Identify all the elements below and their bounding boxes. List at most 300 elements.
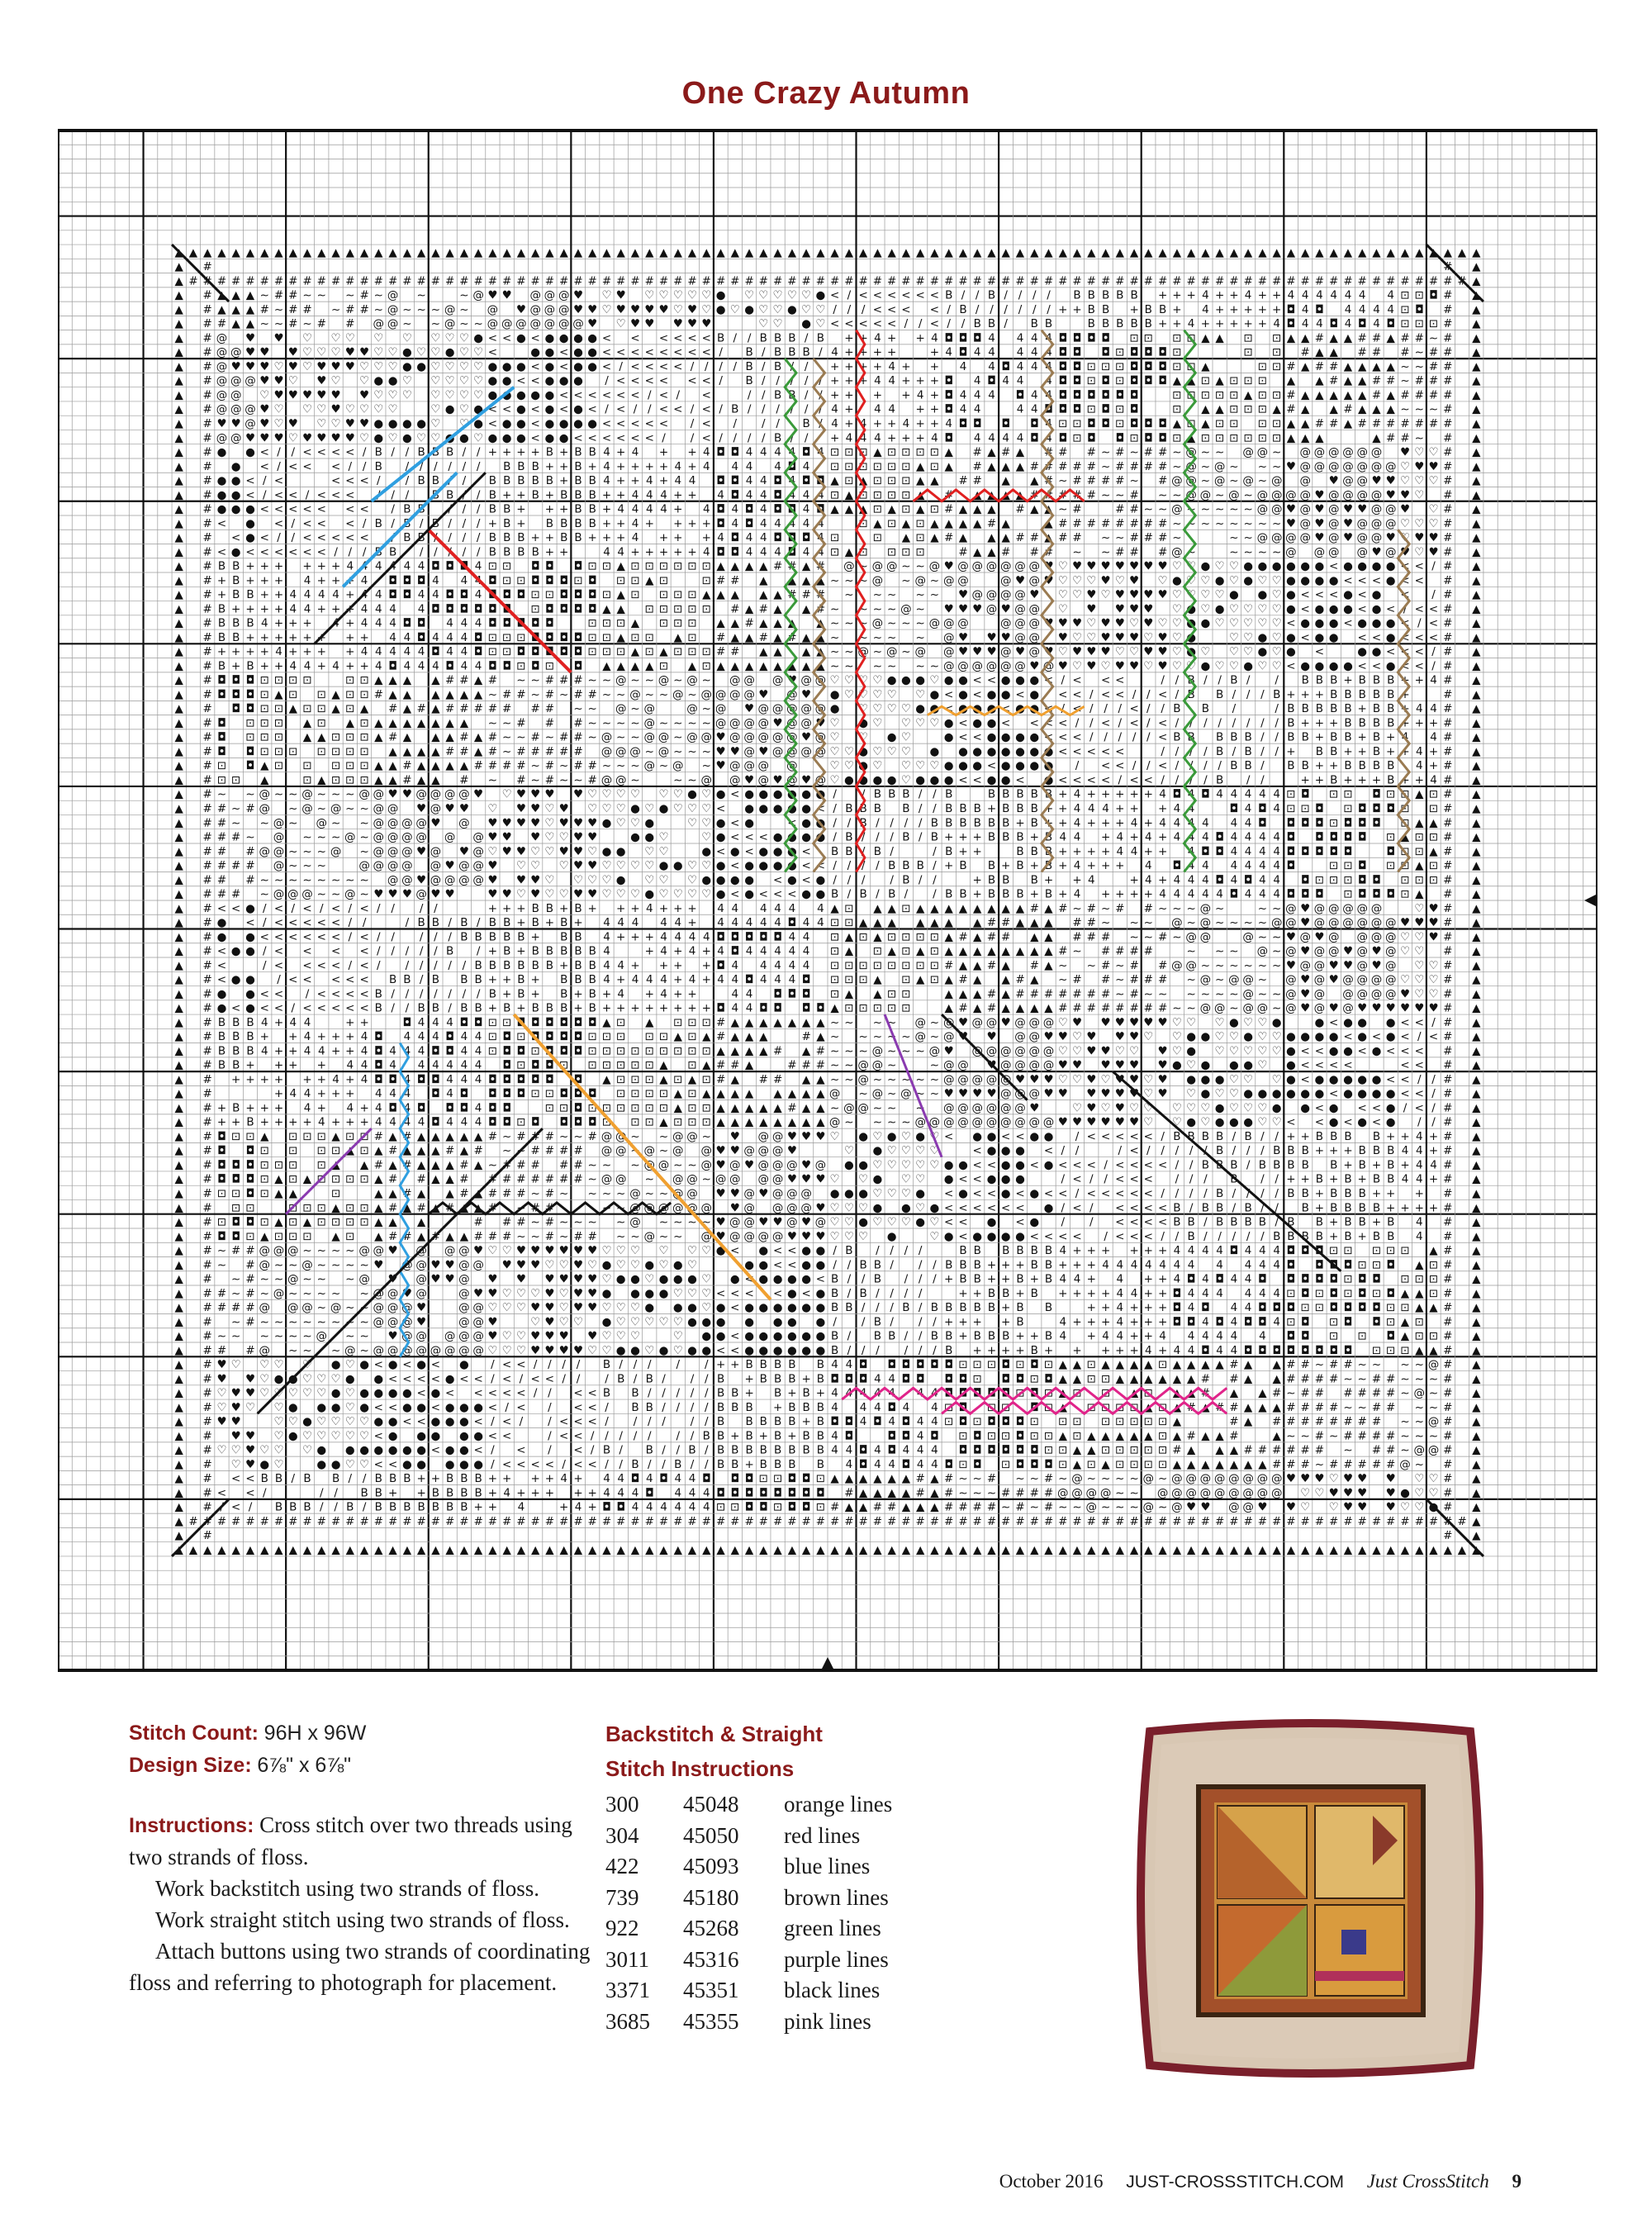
- stitch-symbol: #: [1443, 674, 1452, 687]
- stitch-symbol: ~: [1229, 503, 1238, 516]
- stitch-symbol: #: [573, 716, 582, 729]
- stitch-symbol: ♥: [1086, 1044, 1096, 1057]
- stitch-symbol: ▲: [645, 1016, 654, 1029]
- stitch-symbol: B: [1359, 716, 1366, 729]
- stitch-symbol: ♡: [901, 716, 911, 729]
- stitch-symbol: ♥: [801, 731, 811, 744]
- stitch-symbol: 4: [1045, 374, 1052, 387]
- stitch-symbol: B: [503, 517, 510, 530]
- stitch-symbol: #: [716, 1016, 725, 1029]
- stitch-symbol: /: [406, 916, 410, 929]
- stitch-symbol: B: [546, 945, 553, 958]
- stitch-symbol: +: [659, 531, 668, 544]
- stitch-symbol: ▲: [830, 246, 839, 259]
- stitch-symbol: +: [274, 631, 283, 644]
- stitch-symbol: ♡: [929, 716, 939, 729]
- stitch-symbol: +: [260, 1101, 269, 1114]
- stitch-symbol: ▲: [431, 688, 440, 701]
- stitch-symbol: ~: [559, 774, 568, 787]
- stitch-symbol: ◘: [517, 1044, 526, 1057]
- stitch-symbol: 4: [732, 916, 739, 929]
- stitch-symbol: B: [1187, 1130, 1194, 1143]
- stitch-symbol: ♡: [587, 873, 597, 886]
- stitch-symbol: @: [1014, 617, 1026, 630]
- stitch-symbol: ●: [758, 788, 768, 801]
- stitch-symbol: #: [716, 574, 725, 587]
- stitch-symbol: 4: [603, 474, 610, 487]
- stitch-symbol: ♥: [1058, 659, 1068, 672]
- stitch-symbol: ~: [231, 802, 240, 815]
- stitch-symbol: <: [1301, 588, 1310, 601]
- stitch-symbol: #: [759, 274, 768, 287]
- stitch-symbol: ♥: [359, 417, 369, 430]
- stitch-symbol: ◘: [431, 1087, 440, 1100]
- stitch-symbol: ●: [1343, 1073, 1353, 1086]
- stitch-symbol: #: [1286, 403, 1295, 416]
- stitch-symbol: 4: [732, 503, 739, 516]
- stitch-symbol: @: [601, 1130, 613, 1143]
- stitch-symbol: B: [1330, 745, 1337, 758]
- stitch-symbol: @: [1328, 488, 1340, 501]
- stitch-symbol: ♡: [858, 688, 868, 701]
- stitch-symbol: ◘: [531, 1073, 540, 1086]
- stitch-symbol: #: [488, 1130, 497, 1143]
- stitch-symbol: #: [203, 488, 212, 501]
- stitch-symbol: ♡: [345, 331, 355, 344]
- stitch-symbol: @: [430, 788, 442, 801]
- stitch-symbol: ▲: [816, 1087, 825, 1100]
- stitch-symbol: ~: [1215, 945, 1224, 958]
- stitch-symbol: <: [1429, 602, 1438, 615]
- stitch-symbol: ▲: [873, 973, 882, 986]
- stitch-symbol: ⊡: [702, 659, 711, 672]
- stitch-symbol: 4: [732, 460, 739, 473]
- stitch-symbol: <: [730, 831, 739, 844]
- stitch-symbol: B: [1173, 702, 1180, 715]
- stitch-symbol: +: [830, 389, 839, 402]
- stitch-symbol: ●: [573, 403, 583, 416]
- stitch-symbol: B: [532, 488, 539, 501]
- stitch-symbol: #: [473, 1144, 482, 1157]
- stitch-symbol: ◘: [559, 1030, 568, 1043]
- stitch-symbol: ▲: [1344, 331, 1353, 344]
- stitch-symbol: B: [1187, 674, 1194, 687]
- stitch-symbol: ⊡: [345, 731, 354, 744]
- stitch-symbol: +: [873, 346, 882, 359]
- stitch-symbol: #: [1144, 517, 1153, 530]
- stitch-symbol: 4: [1416, 702, 1423, 715]
- stitch-symbol: +: [516, 503, 525, 516]
- stitch-symbol: #: [203, 845, 212, 858]
- stitch-symbol: ◘: [217, 674, 226, 687]
- stitch-symbol: +: [1144, 816, 1153, 829]
- stitch-symbol: ◘: [388, 1101, 397, 1114]
- stitch-symbol: 4: [1145, 873, 1152, 886]
- stitch-symbol: +: [1429, 745, 1438, 758]
- stitch-symbol: ◘: [574, 1101, 583, 1114]
- stitch-symbol: B: [232, 1016, 240, 1029]
- stitch-symbol: ⊡: [345, 774, 354, 787]
- stitch-symbol: 4: [931, 431, 938, 444]
- stitch-symbol: ⊡: [1343, 873, 1352, 886]
- stitch-symbol: ●: [545, 431, 555, 444]
- stitch-symbol: B: [902, 831, 909, 844]
- stitch-symbol: ●: [744, 873, 754, 886]
- stitch-symbol: ◘: [788, 916, 797, 929]
- stitch-symbol: ~: [1229, 531, 1238, 544]
- stitch-symbol: ◘: [1258, 816, 1267, 829]
- stitch-symbol: /: [1275, 745, 1279, 758]
- stitch-symbol: /: [477, 916, 481, 929]
- stitch-symbol: ⊡: [274, 674, 283, 687]
- stitch-symbol: @: [1271, 531, 1283, 544]
- stitch-symbol: ▲: [973, 1002, 982, 1015]
- stitch-symbol: ●: [744, 888, 754, 901]
- stitch-symbol: /: [1260, 1130, 1265, 1143]
- stitch-symbol: +: [673, 959, 682, 972]
- stitch-symbol: ▲: [175, 545, 184, 558]
- stitch-symbol: @: [843, 1101, 855, 1114]
- stitch-symbol: ♥: [1115, 1087, 1125, 1100]
- stitch-symbol: ▲: [1101, 246, 1110, 259]
- stitch-symbol: ●: [1172, 574, 1182, 587]
- stitch-symbol: ▲: [1472, 916, 1481, 929]
- stitch-symbol: #: [730, 574, 739, 587]
- stitch-symbol: ⊡: [488, 1044, 497, 1057]
- stitch-symbol: ⊡: [1172, 360, 1181, 373]
- stitch-symbol: 4: [304, 1044, 311, 1057]
- stitch-symbol: #: [1358, 417, 1367, 430]
- stitch-symbol: B: [218, 1030, 225, 1043]
- stitch-symbol: B: [845, 802, 852, 815]
- stitch-symbol: +: [1101, 788, 1110, 801]
- stitch-symbol: @: [1242, 987, 1254, 1000]
- stitch-symbol: ●: [958, 759, 968, 772]
- stitch-symbol: +: [973, 845, 982, 858]
- stitch-symbol: @: [872, 560, 884, 573]
- stitch-symbol: +: [488, 446, 497, 459]
- stitch-symbol: <: [345, 531, 354, 544]
- stitch-symbol: ♡: [730, 303, 740, 316]
- stitch-symbol: ▲: [773, 1087, 782, 1100]
- stitch-symbol: ⊡: [288, 674, 297, 687]
- stitch-symbol: ▲: [659, 246, 668, 259]
- stitch-symbol: 4: [1216, 788, 1223, 801]
- stitch-symbol: ▲: [1044, 916, 1053, 929]
- stitch-symbol: @: [1257, 488, 1269, 501]
- stitch-symbol: ~: [844, 588, 853, 601]
- stitch-symbol: ◘: [1358, 888, 1367, 901]
- stitch-symbol: ♥: [1300, 987, 1310, 1000]
- stitch-symbol: 4: [960, 360, 967, 373]
- stitch-symbol: @: [373, 845, 385, 858]
- stitch-symbol: B: [1359, 674, 1366, 687]
- stitch-symbol: B: [517, 930, 525, 943]
- stitch-symbol: /: [1203, 745, 1208, 758]
- stitch-symbol: ⊡: [302, 1130, 311, 1143]
- stitch-symbol: ▲: [1472, 1044, 1481, 1057]
- stitch-symbol: ♥: [445, 859, 455, 872]
- stitch-symbol: /: [1431, 560, 1436, 573]
- stitch-symbol: ▲: [431, 774, 440, 787]
- stitch-symbol: ♥: [1101, 1087, 1111, 1100]
- stitch-symbol: ~: [302, 289, 311, 302]
- stitch-symbol: +: [1201, 317, 1210, 330]
- stitch-symbol: /: [833, 859, 837, 872]
- stitch-symbol: /: [391, 517, 395, 530]
- stitch-symbol: <: [687, 374, 696, 387]
- stitch-symbol: @: [244, 403, 256, 416]
- stitch-symbol: #: [531, 745, 540, 758]
- stitch-symbol: /: [890, 845, 894, 858]
- stitch-symbol: /: [1146, 716, 1151, 729]
- stitch-symbol: ▲: [845, 488, 854, 501]
- stitch-symbol: B: [1244, 759, 1251, 772]
- stitch-symbol: /: [819, 389, 823, 402]
- stitch-symbol: #: [801, 588, 810, 601]
- stitch-symbol: <: [1400, 1030, 1409, 1043]
- stitch-symbol: B: [945, 788, 952, 801]
- stitch-symbol: 4: [746, 987, 753, 1000]
- stitch-symbol: ~: [702, 702, 711, 715]
- stitch-symbol: #: [331, 274, 340, 287]
- stitch-symbol: +: [545, 488, 554, 501]
- stitch-symbol: ⊡: [1400, 802, 1409, 815]
- stitch-symbol: ⊡: [1229, 389, 1238, 402]
- stitch-symbol: ●: [1215, 1101, 1225, 1114]
- stitch-symbol: ●: [1329, 659, 1339, 672]
- stitch-symbol: ◘: [1215, 831, 1224, 844]
- stitch-symbol: <: [645, 374, 654, 387]
- stitch-symbol: ♡: [359, 403, 369, 416]
- stitch-symbol: ♥: [944, 1044, 954, 1057]
- stitch-symbol: ♡: [544, 802, 554, 815]
- stitch-symbol: ♡: [373, 389, 383, 402]
- stitch-symbol: @: [1371, 446, 1383, 459]
- stitch-symbol: ♡: [1229, 659, 1239, 672]
- stitch-symbol: B: [574, 930, 582, 943]
- stitch-symbol: ⊡: [545, 588, 554, 601]
- stitch-symbol: #: [545, 274, 554, 287]
- stitch-symbol: ~: [488, 774, 497, 787]
- stitch-symbol: /: [1431, 1073, 1436, 1086]
- stitch-symbol: #: [203, 317, 212, 330]
- stitch-symbol: 4: [760, 531, 767, 544]
- stitch-symbol: ▲: [1173, 374, 1182, 387]
- stitch-symbol: ~: [616, 759, 625, 772]
- stitch-symbol: B: [974, 317, 981, 330]
- stitch-symbol: @: [1385, 945, 1397, 958]
- stitch-symbol: #: [203, 888, 212, 901]
- stitch-symbol: B: [1344, 759, 1351, 772]
- stitch-symbol: /: [349, 930, 353, 943]
- stitch-symbol: +: [702, 1002, 711, 1015]
- stitch-symbol: <: [231, 1002, 240, 1015]
- stitch-symbol: +: [1301, 774, 1310, 787]
- stitch-symbol: ▲: [859, 916, 868, 929]
- stitch-symbol: 4: [1045, 431, 1052, 444]
- stitch-symbol: ▲: [1444, 246, 1453, 259]
- stitch-symbol: ⊡: [616, 1016, 625, 1029]
- stitch-symbol: ▲: [403, 716, 412, 729]
- stitch-symbol: ♡: [1215, 1016, 1225, 1029]
- stitch-symbol: <: [1015, 688, 1024, 701]
- stitch-symbol: @: [444, 303, 456, 316]
- stitch-symbol: ♡: [1143, 1116, 1153, 1129]
- stitch-symbol: B: [859, 816, 866, 829]
- stitch-symbol: ●: [1329, 1101, 1339, 1114]
- stitch-symbol: <: [1158, 731, 1167, 744]
- stitch-symbol: B: [375, 517, 382, 530]
- stitch-symbol: ♥: [644, 317, 654, 330]
- stitch-symbol: ♡: [544, 845, 554, 858]
- stitch-symbol: ◘: [488, 1116, 497, 1129]
- stitch-symbol: B: [246, 659, 254, 672]
- stitch-symbol: ⊡: [844, 460, 853, 473]
- stitch-symbol: ♥: [516, 873, 526, 886]
- stitch-symbol: ●: [801, 788, 811, 801]
- stitch-symbol: +: [1301, 1130, 1310, 1143]
- stitch-symbol: #: [217, 317, 226, 330]
- stitch-symbol: ●: [245, 930, 255, 943]
- stitch-symbol: ♥: [958, 588, 968, 601]
- stitch-symbol: ~: [317, 788, 326, 801]
- stitch-symbol: <: [630, 360, 639, 373]
- stitch-symbol: @: [401, 859, 413, 872]
- stitch-symbol: ♥: [1129, 602, 1139, 615]
- stitch-symbol: B: [745, 374, 752, 387]
- stitch-symbol: +: [687, 460, 696, 473]
- stitch-symbol: /: [434, 460, 438, 473]
- stitch-symbol: B: [517, 460, 525, 473]
- stitch-symbol: ▲: [1472, 1016, 1481, 1029]
- stitch-symbol: ~: [673, 774, 682, 787]
- stitch-symbol: ♥: [1158, 588, 1168, 601]
- stitch-symbol: ●: [245, 531, 255, 544]
- stitch-symbol: @: [1356, 474, 1368, 487]
- stitch-symbol: ♥: [502, 816, 512, 829]
- stitch-symbol: ▲: [1472, 346, 1481, 359]
- stitch-symbol: #: [1158, 474, 1167, 487]
- stitch-symbol: ♥: [1329, 959, 1339, 972]
- stitch-symbol: ▲: [1472, 560, 1481, 573]
- stitch-symbol: ♥: [944, 602, 954, 615]
- stitch-symbol: ♡: [373, 346, 383, 359]
- stitch-symbol: B: [745, 360, 752, 373]
- stitch-symbol: #: [545, 745, 554, 758]
- stitch-symbol: /: [1246, 716, 1251, 729]
- stitch-symbol: @: [1043, 1044, 1055, 1057]
- stitch-symbol: ●: [1044, 774, 1054, 787]
- stitch-symbol: ▲: [759, 1030, 768, 1043]
- stitch-symbol: ♥: [530, 831, 540, 844]
- stitch-symbol: ▲: [745, 560, 754, 573]
- stitch-symbol: ▲: [902, 517, 911, 530]
- stitch-symbol: ◘: [217, 1130, 226, 1143]
- stitch-symbol: ♡: [1172, 1016, 1182, 1029]
- stitch-symbol: /: [1032, 303, 1037, 316]
- stitch-symbol: ~: [901, 617, 910, 630]
- stitch-symbol: ♡: [701, 888, 711, 901]
- stitch-symbol: <: [288, 930, 297, 943]
- stitch-symbol: ~: [359, 831, 368, 844]
- stitch-symbol: ●: [887, 731, 897, 744]
- stitch-symbol: +: [1115, 788, 1124, 801]
- stitch-symbol: #: [1030, 488, 1039, 501]
- stitch-symbol: <: [359, 503, 368, 516]
- stitch-symbol: 4: [1231, 873, 1238, 886]
- stitch-symbol: ▲: [1030, 474, 1039, 487]
- stitch-symbol: ▲: [503, 246, 512, 259]
- stitch-symbol: ♥: [573, 831, 583, 844]
- stitch-symbol: ♡: [1172, 1116, 1182, 1129]
- stitch-symbol: 4: [817, 446, 824, 459]
- stitch-symbol: ♥: [986, 631, 996, 644]
- stitch-symbol: ▲: [930, 916, 939, 929]
- stitch-symbol: ●: [1343, 1087, 1353, 1100]
- stitch-symbol: ◘: [545, 631, 554, 644]
- stitch-symbol: @: [472, 873, 484, 886]
- stitch-symbol: @: [1242, 474, 1254, 487]
- stitch-symbol: B: [1016, 888, 1023, 901]
- stitch-symbol: #: [488, 702, 497, 715]
- stitch-symbol: 4: [1074, 859, 1081, 872]
- stitch-symbol: ~: [588, 716, 597, 729]
- stitch-symbol: ⊡: [260, 716, 269, 729]
- stitch-symbol: ●: [744, 788, 754, 801]
- stitch-symbol: ▲: [1044, 902, 1053, 915]
- stitch-symbol: ♥: [1314, 517, 1324, 530]
- stitch-symbol: ♥: [716, 1144, 726, 1157]
- stitch-symbol: <: [331, 488, 340, 501]
- stitch-symbol: ▲: [388, 759, 397, 772]
- stitch-symbol: ~: [602, 759, 611, 772]
- stitch-symbol: ◘: [502, 1073, 511, 1086]
- stitch-symbol: #: [1443, 716, 1452, 729]
- stitch-symbol: ♥: [1072, 560, 1082, 573]
- stitch-symbol: #: [488, 745, 497, 758]
- stitch-symbol: ●: [559, 431, 569, 444]
- stitch-symbol: 4: [988, 346, 995, 359]
- stitch-symbol: ⊡: [901, 959, 910, 972]
- stitch-symbol: ◘: [574, 1016, 583, 1029]
- stitch-symbol: ◘: [1158, 417, 1167, 430]
- stitch-symbol: ◘: [1315, 888, 1324, 901]
- stitch-symbol: ▲: [289, 246, 298, 259]
- stitch-symbol: ⊡: [616, 617, 625, 630]
- stitch-symbol: ●: [787, 788, 797, 801]
- stitch-symbol: #: [203, 1130, 212, 1143]
- stitch-symbol: <: [274, 488, 283, 501]
- stitch-symbol: #: [203, 745, 212, 758]
- stitch-symbol: +: [245, 1101, 254, 1114]
- stitch-symbol: ⊡: [858, 460, 867, 473]
- stitch-symbol: ♥: [1414, 916, 1424, 929]
- stitch-symbol: ⊡: [630, 631, 639, 644]
- stitch-symbol: @: [330, 802, 342, 815]
- stitch-symbol: #: [588, 759, 597, 772]
- stitch-symbol: ~: [1215, 446, 1224, 459]
- stitch-symbol: B: [760, 331, 767, 344]
- stitch-symbol: ◘: [1386, 317, 1395, 330]
- stitch-symbol: B: [1244, 745, 1251, 758]
- stitch-symbol: ♡: [473, 374, 483, 387]
- stitch-symbol: ◘: [730, 474, 739, 487]
- stitch-symbol: ▲: [260, 246, 269, 259]
- stitch-symbol: #: [203, 859, 212, 872]
- stitch-symbol: ◘: [1372, 816, 1381, 829]
- stitch-symbol: #: [203, 1030, 212, 1043]
